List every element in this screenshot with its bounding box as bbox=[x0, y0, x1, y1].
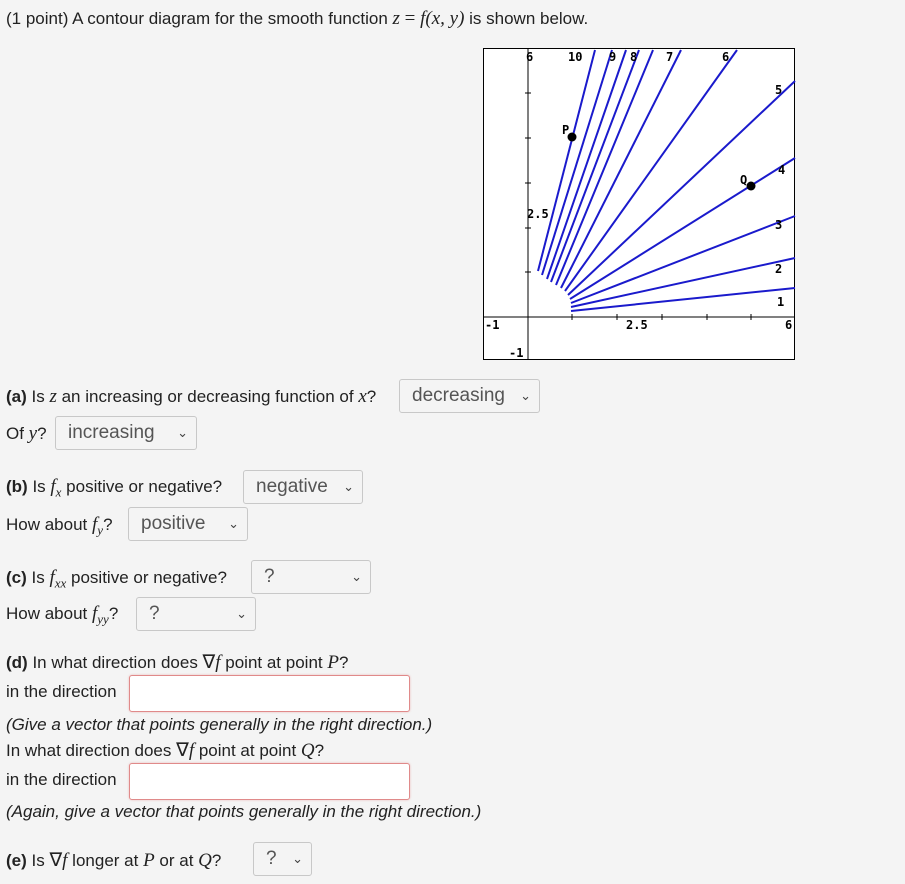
select-c-fxx[interactable]: ? ⌄ bbox=[251, 560, 371, 594]
select-b-fx[interactable]: negative ⌄ bbox=[243, 470, 363, 504]
point-q bbox=[747, 182, 756, 191]
contour-label: 6 bbox=[722, 50, 730, 64]
point-q-label: Q bbox=[740, 173, 748, 187]
question-b-line2: How about $f_y$? bbox=[6, 514, 113, 538]
select-a-y[interactable]: increasing ⌄ bbox=[55, 416, 197, 450]
chevron-down-icon: ⌄ bbox=[177, 425, 188, 440]
y-neg-label: -1 bbox=[509, 346, 524, 360]
contour-diagram bbox=[483, 48, 796, 361]
point-p-label: P bbox=[562, 123, 570, 137]
chevron-down-icon: ⌄ bbox=[228, 516, 239, 531]
x-mid-label: 2.5 bbox=[626, 318, 648, 332]
question-d-line2: In what direction does ∇f point at point Q? bbox=[6, 740, 325, 761]
direction-input-p[interactable] bbox=[129, 675, 410, 712]
chevron-down-icon: ⌄ bbox=[520, 388, 531, 403]
chevron-down-icon: ⌄ bbox=[292, 851, 303, 866]
intro-text: (1 point) A contour diagram for the smooth function z = f(x, y) is shown below. bbox=[6, 8, 589, 29]
note-p: (Give a vector that points generally in the right direction.) bbox=[6, 715, 433, 734]
direction-label-q: in the direction bbox=[6, 770, 117, 789]
y-mid-label: 2.5 bbox=[527, 207, 549, 221]
note-q: (Again, give a vector that points generally in the right direction.) bbox=[6, 802, 482, 821]
question-a-line2: Of y? bbox=[6, 423, 47, 444]
contour-label: 6 bbox=[785, 318, 793, 332]
direction-input-q[interactable] bbox=[129, 763, 410, 800]
question-c-line2: How about $f_{yy}$? bbox=[6, 603, 119, 627]
contour-label: 7 bbox=[666, 50, 674, 64]
question-c-line1: (c) Is $f_{xx}$ positive or negative? bbox=[6, 567, 227, 591]
chevron-down-icon: ⌄ bbox=[343, 479, 354, 494]
contour-label: 8 bbox=[630, 50, 638, 64]
select-a-x[interactable]: decreasing ⌄ bbox=[399, 379, 540, 413]
chevron-down-icon: ⌄ bbox=[236, 606, 247, 621]
chevron-down-icon: ⌄ bbox=[351, 569, 362, 584]
question-e-line: (e) Is ∇f longer at P or at Q? bbox=[6, 850, 222, 871]
question-b-line1: (b) Is $f_x$ positive or negative? bbox=[6, 476, 223, 500]
direction-label-p: in the direction bbox=[6, 682, 117, 701]
contour-label: 6 bbox=[526, 50, 534, 64]
question-a-line1: (a) Is z an increasing or decreasing function of x? bbox=[6, 386, 377, 407]
question-d-line1: (d) In what direction does ∇f point at point P? bbox=[6, 652, 349, 673]
contour-label: 4 bbox=[778, 163, 786, 177]
select-e[interactable]: ? ⌄ bbox=[253, 842, 312, 876]
contour-label: 1 bbox=[777, 295, 785, 309]
contour-label: 10 bbox=[568, 50, 583, 64]
contour-label: 2 bbox=[775, 262, 783, 276]
contour-label: 3 bbox=[775, 218, 783, 232]
select-b-fy[interactable]: positive ⌄ bbox=[128, 507, 248, 541]
plot-frame bbox=[484, 49, 795, 360]
select-c-fyy[interactable]: ? ⌄ bbox=[136, 597, 256, 631]
contour-label: 9 bbox=[609, 50, 617, 64]
x-neg-label: -1 bbox=[485, 318, 500, 332]
contour-label: 5 bbox=[775, 83, 783, 97]
